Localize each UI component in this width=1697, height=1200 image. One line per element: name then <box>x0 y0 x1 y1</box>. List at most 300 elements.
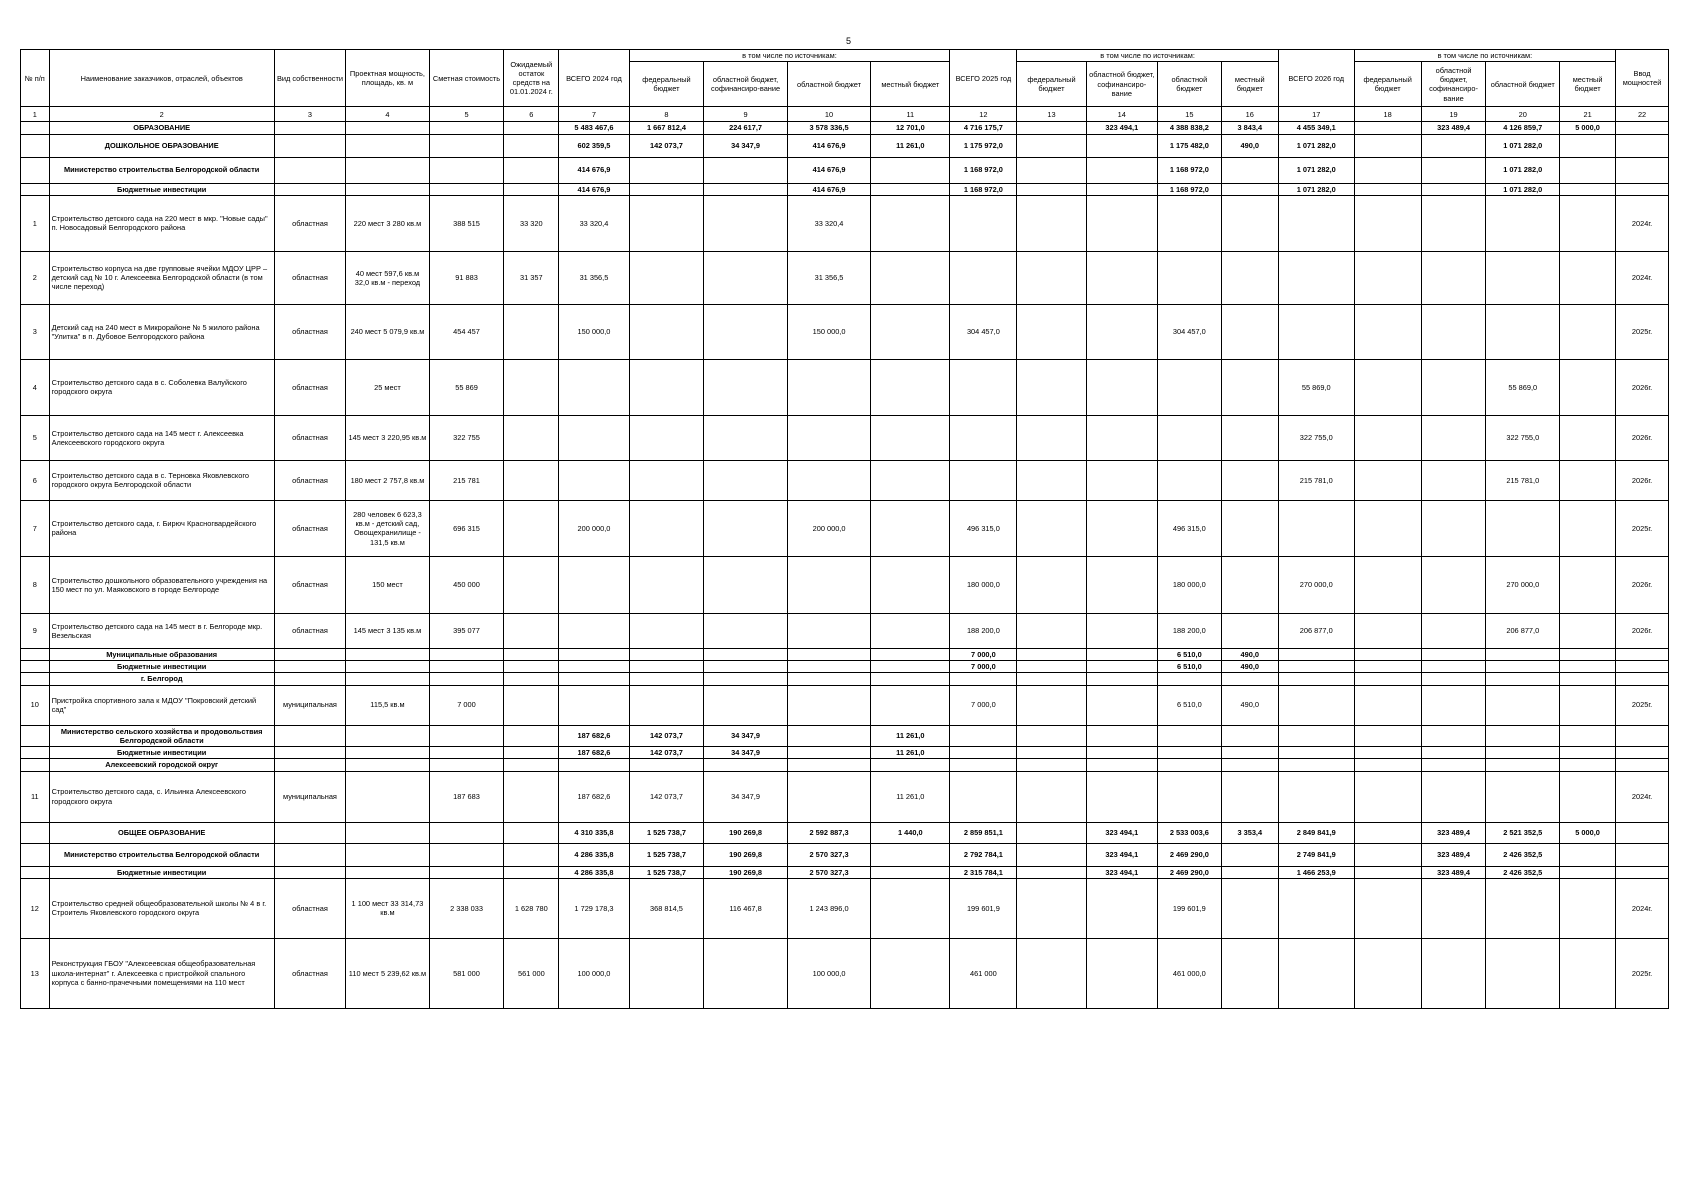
table-cell: 224 617,7 <box>704 122 787 134</box>
table-cell: 1 071 282,0 <box>1486 183 1560 195</box>
table-cell <box>1616 866 1669 878</box>
table-cell <box>1221 673 1278 685</box>
table-cell: 187 682,6 <box>559 725 629 747</box>
table-cell: 3 353,4 <box>1221 822 1278 843</box>
table-cell <box>346 866 429 878</box>
table-cell <box>704 251 787 304</box>
table-cell <box>1560 460 1616 500</box>
table-cell <box>1616 822 1669 843</box>
table-cell <box>1086 661 1157 673</box>
section-row <box>21 648 1669 660</box>
table-cell: муниципальная <box>274 685 345 725</box>
subsection-row <box>21 759 1669 771</box>
table-cell: 180 000,0 <box>950 556 1017 613</box>
table-cell: 323 489,4 <box>1421 866 1486 878</box>
table-cell <box>1017 843 1086 866</box>
table-cell <box>1278 725 1354 747</box>
table-cell <box>504 415 559 460</box>
table-cell <box>1486 878 1560 938</box>
table-cell <box>504 183 559 195</box>
table-cell <box>21 759 50 771</box>
subsection-row <box>21 661 1669 673</box>
table-cell <box>21 122 50 134</box>
table-cell <box>1086 460 1157 500</box>
table-cell <box>1017 500 1086 556</box>
table-cell <box>346 122 429 134</box>
table-cell: 323 489,4 <box>1421 822 1486 843</box>
table-cell <box>1560 157 1616 183</box>
table-cell <box>1486 500 1560 556</box>
table-cell <box>1086 415 1157 460</box>
table-cell <box>1017 771 1086 822</box>
table-cell <box>1421 613 1486 648</box>
table-cell <box>704 648 787 660</box>
table-cell <box>1086 878 1157 938</box>
table-cell <box>950 359 1017 415</box>
table-cell: 142 073,7 <box>629 134 704 157</box>
table-cell: 2 859 851,1 <box>950 822 1017 843</box>
table-row <box>21 359 1669 415</box>
section-row <box>21 822 1669 843</box>
table-cell: 6 510,0 <box>1158 685 1222 725</box>
table-cell: 4 286 335,8 <box>559 866 629 878</box>
table-cell: 4 126 859,7 <box>1486 122 1560 134</box>
row-name-cell: Алексеевский городской округ <box>49 759 274 771</box>
table-cell: 323 494,1 <box>1086 866 1157 878</box>
table-cell <box>787 661 870 673</box>
table-cell <box>1421 500 1486 556</box>
table-cell <box>871 157 950 183</box>
table-row <box>21 415 1669 460</box>
table-cell <box>346 157 429 183</box>
table-cell <box>1086 183 1157 195</box>
table-cell: 2024г. <box>1616 771 1669 822</box>
table-cell: муниципальная <box>274 771 345 822</box>
table-cell <box>1354 500 1421 556</box>
subsection-row <box>21 866 1669 878</box>
table-cell: областная <box>274 556 345 613</box>
table-cell: 1 175 482,0 <box>1158 134 1222 157</box>
table-cell: 40 мест 597,6 кв.м 32,0 кв.м - переход <box>346 251 429 304</box>
table-cell <box>1616 134 1669 157</box>
table-cell <box>871 843 950 866</box>
table-cell: 11 261,0 <box>871 747 950 759</box>
table-cell: 115,5 кв.м <box>346 685 429 725</box>
table-cell <box>274 866 345 878</box>
table-cell <box>559 613 629 648</box>
table-cell <box>504 685 559 725</box>
table-cell: 55 869,0 <box>1278 359 1354 415</box>
row-name-cell: г. Белгород <box>49 673 274 685</box>
table-cell <box>871 460 950 500</box>
table-cell <box>1086 304 1157 359</box>
column-number: 6 <box>504 107 559 122</box>
table-cell <box>1560 843 1616 866</box>
table-cell <box>1017 183 1086 195</box>
table-cell <box>1221 725 1278 747</box>
table-cell <box>629 556 704 613</box>
table-cell: 414 676,9 <box>787 183 870 195</box>
table-cell <box>787 556 870 613</box>
table-cell <box>1354 251 1421 304</box>
table-cell <box>704 759 787 771</box>
section-row <box>21 157 1669 183</box>
table-cell <box>1560 556 1616 613</box>
table-cell <box>274 725 345 747</box>
table-cell <box>629 195 704 251</box>
table-cell: 1 071 282,0 <box>1278 183 1354 195</box>
table-cell: 55 869 <box>429 359 504 415</box>
table-cell: 4 716 175,7 <box>950 122 1017 134</box>
table-cell <box>504 759 559 771</box>
table-cell: 2 338 033 <box>429 878 504 938</box>
table-cell <box>1221 195 1278 251</box>
table-cell <box>871 500 950 556</box>
table-cell <box>504 843 559 866</box>
table-row <box>21 500 1669 556</box>
table-cell <box>1221 613 1278 648</box>
subsection-row <box>21 747 1669 759</box>
table-cell <box>1086 747 1157 759</box>
table-cell <box>629 661 704 673</box>
column-number: 2 <box>49 107 274 122</box>
table-cell <box>1354 747 1421 759</box>
table-cell: 2026г. <box>1616 359 1669 415</box>
table-cell <box>429 725 504 747</box>
table-cell <box>504 122 559 134</box>
table-cell: 2024г. <box>1616 251 1669 304</box>
table-cell: 490,0 <box>1221 134 1278 157</box>
table-cell: 581 000 <box>429 938 504 1008</box>
table-cell: 322 755,0 <box>1278 415 1354 460</box>
table-cell <box>429 822 504 843</box>
table-cell <box>1421 251 1486 304</box>
table-cell: 2025г. <box>1616 304 1669 359</box>
table-cell: 388 515 <box>429 195 504 251</box>
table-cell <box>429 661 504 673</box>
table-cell: 6 <box>21 460 50 500</box>
table-cell: 2 469 290,0 <box>1158 866 1222 878</box>
column-number: 20 <box>1486 107 1560 122</box>
table-cell <box>504 157 559 183</box>
header-sources-2024: в том числе по источникам: <box>629 50 950 62</box>
table-cell: 1 071 282,0 <box>1278 157 1354 183</box>
table-cell: 2 592 887,3 <box>787 822 870 843</box>
table-cell <box>274 673 345 685</box>
table-cell <box>504 613 559 648</box>
table-cell: 34 347,9 <box>704 747 787 759</box>
column-number: 21 <box>1560 107 1616 122</box>
table-cell <box>629 648 704 660</box>
table-cell: 454 457 <box>429 304 504 359</box>
table-cell: 461 000,0 <box>1158 938 1222 1008</box>
table-cell <box>871 183 950 195</box>
table-row <box>21 685 1669 725</box>
table-cell <box>871 648 950 660</box>
table-cell <box>504 500 559 556</box>
table-cell <box>429 759 504 771</box>
row-name-cell: ДОШКОЛЬНОЕ ОБРАЗОВАНИЕ <box>49 134 274 157</box>
table-cell: 215 781 <box>429 460 504 500</box>
table-cell <box>787 771 870 822</box>
row-name-cell: Строительство детского сада, г. Бирюч Красногвардейского района <box>49 500 274 556</box>
table-cell: 1 071 282,0 <box>1486 157 1560 183</box>
table-cell <box>1560 747 1616 759</box>
column-number: 7 <box>559 107 629 122</box>
row-name-cell: Пристройка спортивного зала к МДОУ "Покровский детский сад" <box>49 685 274 725</box>
table-cell: 1 525 738,7 <box>629 843 704 866</box>
table-cell <box>1560 878 1616 938</box>
table-cell <box>1354 878 1421 938</box>
table-cell <box>504 648 559 660</box>
column-number: 9 <box>704 107 787 122</box>
table-cell: 7 000 <box>429 685 504 725</box>
table-row <box>21 938 1669 1008</box>
table-cell <box>787 685 870 725</box>
table-cell: 150 мест <box>346 556 429 613</box>
table-cell <box>1086 725 1157 747</box>
table-cell <box>21 661 50 673</box>
table-cell <box>1221 556 1278 613</box>
table-cell <box>1616 648 1669 660</box>
table-cell: 31 356,5 <box>559 251 629 304</box>
table-body <box>21 122 1669 1009</box>
table-cell <box>871 878 950 938</box>
table-cell <box>1221 878 1278 938</box>
table-cell: 1 168 972,0 <box>1158 183 1222 195</box>
table-cell: 4 <box>21 359 50 415</box>
table-cell: 190 269,8 <box>704 843 787 866</box>
table-cell: 188 200,0 <box>1158 613 1222 648</box>
table-cell <box>950 759 1017 771</box>
table-cell <box>1017 460 1086 500</box>
table-cell: 323 494,1 <box>1086 822 1157 843</box>
section-row <box>21 122 1669 134</box>
table-row <box>21 613 1669 648</box>
table-cell <box>1560 613 1616 648</box>
table-cell: 7 <box>21 500 50 556</box>
table-cell <box>346 134 429 157</box>
table-cell: 2 533 003,6 <box>1158 822 1222 843</box>
table-cell <box>629 304 704 359</box>
table-cell: 2 849 841,9 <box>1278 822 1354 843</box>
table-cell <box>1278 500 1354 556</box>
table-cell <box>1158 359 1222 415</box>
table-cell: 7 000,0 <box>950 648 1017 660</box>
table-cell: 1 729 178,3 <box>559 878 629 938</box>
table-cell: 2026г. <box>1616 556 1669 613</box>
table-cell: 5 000,0 <box>1560 122 1616 134</box>
table-cell <box>787 460 870 500</box>
table-cell: 270 000,0 <box>1278 556 1354 613</box>
table-cell <box>1017 251 1086 304</box>
row-name-cell: Министерство строительства Белгородской области <box>49 843 274 866</box>
table-cell <box>1486 648 1560 660</box>
table-cell <box>1354 866 1421 878</box>
table-cell: 2 570 327,3 <box>787 866 870 878</box>
table-cell <box>504 725 559 747</box>
table-cell <box>704 157 787 183</box>
table-cell <box>1560 685 1616 725</box>
table-cell <box>1616 157 1669 183</box>
table-cell <box>871 685 950 725</box>
table-cell <box>1086 195 1157 251</box>
table-cell <box>1278 685 1354 725</box>
row-name-cell: Строительство средней общеобразовательной школы № 4 в г. Строитель Яковлевского городского округа <box>49 878 274 938</box>
table-cell: 2 315 784,1 <box>950 866 1017 878</box>
table-cell: 187 682,6 <box>559 747 629 759</box>
table-cell <box>1486 747 1560 759</box>
table-cell <box>559 673 629 685</box>
header-ownership: Вид собственности <box>274 50 345 107</box>
table-cell <box>1017 938 1086 1008</box>
table-cell <box>1158 251 1222 304</box>
table-cell: 2 570 327,3 <box>787 843 870 866</box>
table-cell: 145 мест 3 135 кв.м <box>346 613 429 648</box>
table-cell: 2 <box>21 251 50 304</box>
table-cell: 496 315,0 <box>950 500 1017 556</box>
table-cell <box>1560 759 1616 771</box>
row-name-cell: Строительство детского сада, с. Ильинка Алексеевского городского округа <box>49 771 274 822</box>
table-cell <box>1421 460 1486 500</box>
table-cell <box>1017 759 1086 771</box>
header-federal: федеральный бюджет <box>629 62 704 107</box>
table-cell <box>704 556 787 613</box>
header-local: местный бюджет <box>1221 62 1278 107</box>
table-cell <box>346 843 429 866</box>
table-cell <box>1221 415 1278 460</box>
table-cell: 1 175 972,0 <box>950 134 1017 157</box>
table-cell <box>559 415 629 460</box>
table-cell: 2024г. <box>1616 878 1669 938</box>
table-row <box>21 771 1669 822</box>
table-cell <box>1421 195 1486 251</box>
table-cell: 190 269,8 <box>704 822 787 843</box>
table-cell: 187 682,6 <box>559 771 629 822</box>
table-cell <box>1560 661 1616 673</box>
table-cell <box>704 613 787 648</box>
table-cell <box>504 661 559 673</box>
table-cell: 5 483 467,6 <box>559 122 629 134</box>
row-name-cell: Строительство детского сада в с. Соболевка Валуйского городского округа <box>49 359 274 415</box>
page-number: 5 <box>845 36 851 46</box>
table-cell <box>429 122 504 134</box>
table-cell: 187 683 <box>429 771 504 822</box>
table-cell <box>1421 304 1486 359</box>
header-federal: федеральный бюджет <box>1017 62 1086 107</box>
table-cell <box>629 685 704 725</box>
table-cell: 7 000,0 <box>950 661 1017 673</box>
table-cell: 1 440,0 <box>871 822 950 843</box>
table-cell <box>1221 251 1278 304</box>
table-cell <box>429 843 504 866</box>
table-cell: 304 457,0 <box>950 304 1017 359</box>
table-cell <box>274 822 345 843</box>
table-cell <box>1421 134 1486 157</box>
header-regional: областной бюджет <box>787 62 870 107</box>
table-cell: 4 455 349,1 <box>1278 122 1354 134</box>
table-cell <box>1278 661 1354 673</box>
table-cell: областная <box>274 500 345 556</box>
table-cell <box>1616 661 1669 673</box>
table-cell <box>1086 771 1157 822</box>
table-cell: 270 000,0 <box>1486 556 1560 613</box>
table-cell <box>1486 661 1560 673</box>
table-row <box>21 460 1669 500</box>
table-cell: 4 286 335,8 <box>559 843 629 866</box>
table-cell: 180 мест 2 757,8 кв.м <box>346 460 429 500</box>
table-cell <box>1560 251 1616 304</box>
table-cell <box>1221 938 1278 1008</box>
table-cell <box>1560 725 1616 747</box>
section-row <box>21 134 1669 157</box>
table-cell <box>429 673 504 685</box>
table-cell <box>950 747 1017 759</box>
table-cell: областная <box>274 938 345 1008</box>
table-cell: 2025г. <box>1616 500 1669 556</box>
table-cell: областная <box>274 251 345 304</box>
table-cell: 7 000,0 <box>950 685 1017 725</box>
table-cell <box>1278 195 1354 251</box>
table-cell <box>1278 771 1354 822</box>
table-cell: 2 426 352,5 <box>1486 843 1560 866</box>
table-cell <box>871 359 950 415</box>
table-cell: 31 356,5 <box>787 251 870 304</box>
table-cell: 200 000,0 <box>787 500 870 556</box>
table-cell <box>950 771 1017 822</box>
column-number: 15 <box>1158 107 1222 122</box>
table-cell <box>1421 359 1486 415</box>
table-cell: 11 261,0 <box>871 134 950 157</box>
header-total-2026: ВСЕГО 2026 год <box>1278 50 1354 107</box>
table-cell <box>504 134 559 157</box>
table-cell <box>1278 878 1354 938</box>
table-cell <box>1560 134 1616 157</box>
table-cell <box>274 747 345 759</box>
table-cell: 206 877,0 <box>1486 613 1560 648</box>
table-cell <box>1560 673 1616 685</box>
table-cell <box>1278 648 1354 660</box>
table-cell: 116 467,8 <box>704 878 787 938</box>
table-cell <box>871 195 950 251</box>
table-cell <box>504 866 559 878</box>
table-cell <box>1616 183 1669 195</box>
column-number: 1 <box>21 107 50 122</box>
table-cell: 322 755,0 <box>1486 415 1560 460</box>
table-cell: 9 <box>21 613 50 648</box>
table-cell <box>629 460 704 500</box>
table-cell <box>1158 195 1222 251</box>
header-sources-2025: в том числе по источникам: <box>1017 50 1278 62</box>
table-cell <box>274 134 345 157</box>
table-cell <box>1560 771 1616 822</box>
table-cell: 323 489,4 <box>1421 843 1486 866</box>
table-cell <box>871 556 950 613</box>
table-cell: 602 359,5 <box>559 134 629 157</box>
table-cell <box>1354 673 1421 685</box>
table-cell: 561 000 <box>504 938 559 1008</box>
table-cell <box>950 415 1017 460</box>
table-cell: 100 000,0 <box>559 938 629 1008</box>
row-name-cell: Реконструкция ГБОУ "Алексеевская общеобразовательная школа-интернат" г. Алексеевка с пристройкой спального корпуса с банно-прачечными помещениями на 110 мест <box>49 938 274 1008</box>
header-regional: областной бюджет <box>1158 62 1222 107</box>
table-cell <box>1017 304 1086 359</box>
table-cell: 190 269,8 <box>704 866 787 878</box>
table-cell <box>1086 500 1157 556</box>
table-cell <box>950 251 1017 304</box>
row-name-cell: Муниципальные образования <box>49 648 274 660</box>
table-cell <box>1486 759 1560 771</box>
